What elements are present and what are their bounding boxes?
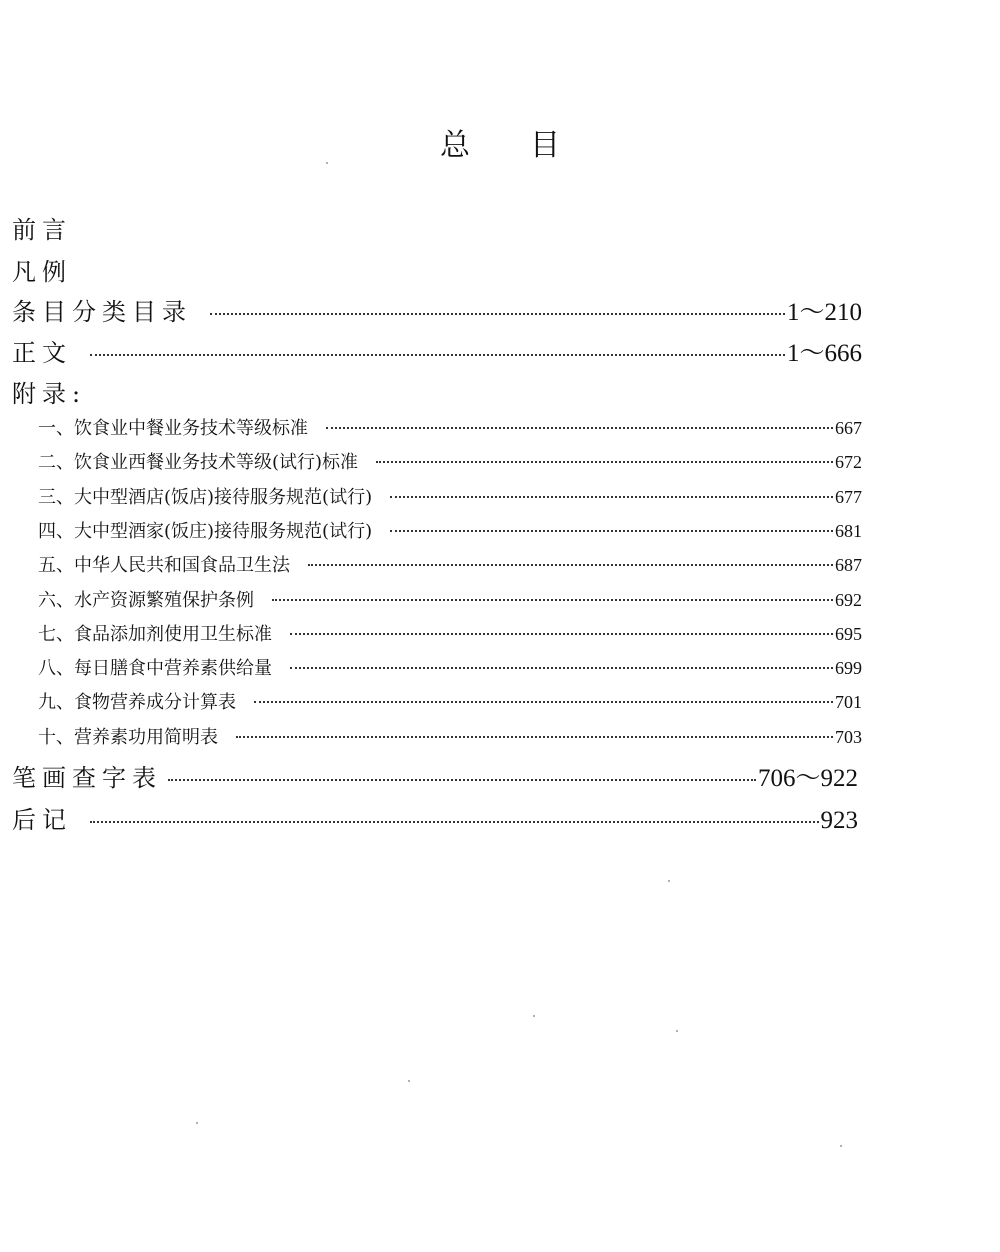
appendix-entry bbox=[38, 483, 862, 509]
leader-dots bbox=[210, 312, 785, 315]
appendix-entry-label: 五、中华人民共和国食品卫生法 bbox=[38, 555, 290, 577]
scan-speck bbox=[196, 1122, 198, 1124]
leader-dots bbox=[236, 735, 833, 738]
leader-dots bbox=[168, 778, 756, 781]
toc-entry-stroke-index bbox=[12, 758, 858, 794]
appendix-entry-label: 三、大中型酒店(饭店)接待服务规范(试行) bbox=[38, 486, 373, 508]
toc-entry-main-text bbox=[12, 333, 862, 369]
leader-dots bbox=[90, 353, 785, 356]
scan-speck bbox=[408, 1080, 410, 1082]
appendix-entry bbox=[38, 654, 862, 680]
appendix-entry-page: 672 bbox=[835, 452, 862, 473]
scan-speck bbox=[840, 1145, 842, 1147]
appendix-entry bbox=[38, 586, 862, 612]
toc-entry-page: 706～922 bbox=[757, 765, 858, 792]
toc-entry-label: 条目分类目录 bbox=[12, 298, 192, 326]
toc-entry-label: 后记 bbox=[12, 806, 72, 834]
leader-dots bbox=[376, 460, 833, 463]
appendix-heading: 附录: bbox=[12, 380, 87, 408]
appendix-entry-page: 699 bbox=[835, 658, 862, 679]
appendix-entry bbox=[38, 517, 862, 543]
appendix-entry-page: 703 bbox=[835, 726, 862, 747]
toc-entry-label: 正文 bbox=[12, 339, 72, 367]
toc-entry-afterword bbox=[12, 800, 858, 835]
scan-speck bbox=[676, 1030, 678, 1032]
page-title: 总目 bbox=[440, 128, 620, 163]
appendix-entry bbox=[38, 448, 862, 474]
scan-speck bbox=[668, 880, 670, 882]
appendix-entry-label: 二、饮食业西餐业务技术等级(试行)标准 bbox=[38, 452, 359, 474]
appendix-entry-label: 六、水产资源繁殖保护条例 bbox=[38, 589, 254, 611]
appendix-entry-label: 七、食品添加剂使用卫生标准 bbox=[38, 623, 272, 645]
scan-speck bbox=[533, 1015, 535, 1017]
toc-entry-category-index bbox=[12, 292, 862, 328]
leader-dots bbox=[390, 529, 833, 532]
leader-dots bbox=[272, 598, 833, 601]
toc-entry-preface: 前言 bbox=[12, 216, 72, 244]
appendix-entry-page: 677 bbox=[835, 486, 862, 507]
leader-dots bbox=[254, 700, 833, 703]
leader-dots bbox=[290, 632, 833, 635]
toc-entry-page: 1～210 bbox=[786, 299, 862, 326]
appendix-entry-page: 681 bbox=[835, 520, 862, 541]
appendix-entry-page: 667 bbox=[835, 418, 862, 438]
appendix-entry-label: 九、食物营养成分计算表 bbox=[38, 692, 236, 714]
appendix-entry bbox=[38, 723, 862, 749]
appendix-entry-label: 四、大中型酒家(饭庄)接待服务规范(试行) bbox=[38, 520, 373, 542]
toc-entry-page: 1～666 bbox=[786, 340, 862, 367]
toc-entry-notes: 凡例 bbox=[12, 258, 72, 286]
toc-entry-page: 923 bbox=[820, 807, 858, 834]
leader-dots bbox=[326, 426, 833, 429]
leader-dots bbox=[90, 820, 819, 823]
appendix-entry-label: 八、每日膳食中营养素供给量 bbox=[38, 658, 272, 680]
leader-dots bbox=[290, 666, 833, 669]
toc-entry-label: 笔画查字表 bbox=[12, 764, 162, 792]
appendix-entry-page: 692 bbox=[835, 589, 862, 610]
appendix-entry-page: 695 bbox=[835, 623, 862, 644]
appendix-entry bbox=[38, 620, 862, 646]
appendix-entry bbox=[38, 688, 862, 714]
leader-dots bbox=[308, 563, 833, 566]
appendix-entry bbox=[38, 414, 862, 440]
appendix-entry-page: 701 bbox=[835, 692, 862, 713]
scan-speck bbox=[326, 162, 328, 164]
leader-dots bbox=[390, 495, 833, 498]
appendix-entry-page: 687 bbox=[835, 555, 862, 576]
appendix-entry-label: 十、营养素功用简明表 bbox=[38, 726, 218, 748]
appendix-entry bbox=[38, 551, 862, 577]
appendix-entry-label: 一、饮食业中餐业务技术等级标准 bbox=[38, 418, 308, 439]
